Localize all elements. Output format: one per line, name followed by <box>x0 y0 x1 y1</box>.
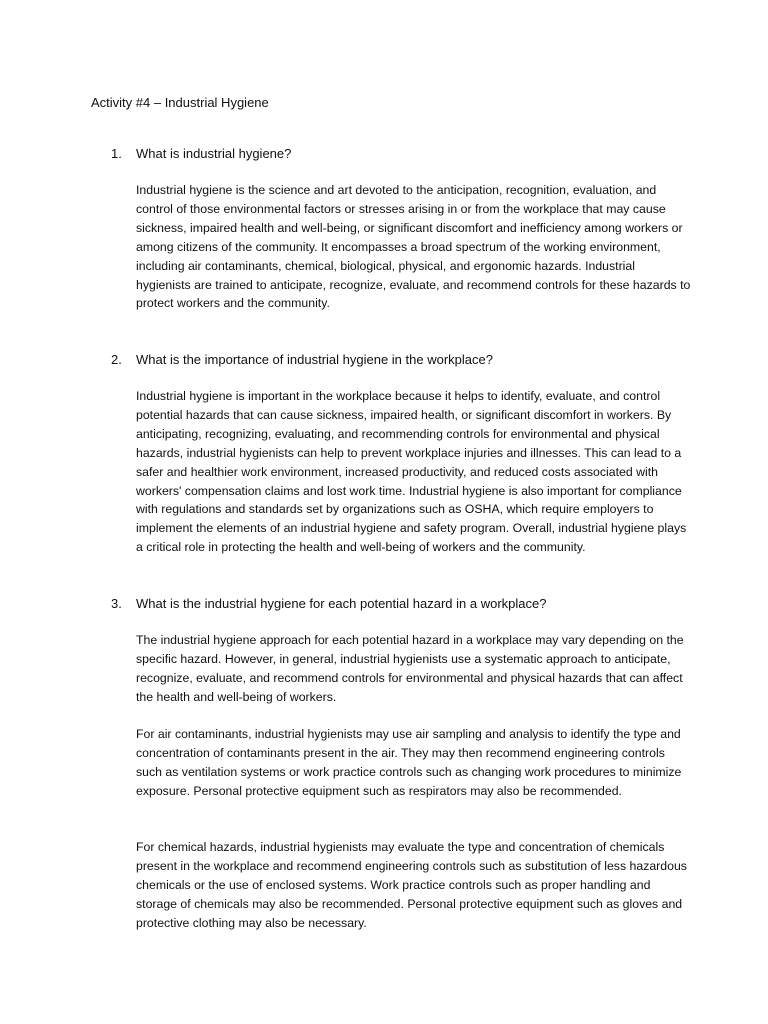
question-text: What is the importance of industrial hygiene in the workplace? <box>136 352 493 367</box>
question-1 <box>111 145 711 163</box>
answer-2-paragraph-1: Industrial hygiene is important in the workplace because it helps to identify, evaluate, and control potential hazards that can cause sickness, impaired health, or significant discomfort in workers. By anticipating, recognizing, evaluating, and recommending controls for environmental and physical hazards, industrial hygienists can help to prevent workplace injuries and illnesses. This can lead to a safer and healthier work environment, increased productivity, and reduced costs associated with workers' compensation claims and lost work time. Industrial hygiene is also important for compliance with regulations and standards set by organizations such as OSHA, which require employers to implement the elements of an industrial hygiene and safety program. Overall, industrial hygiene plays a critical role in protecting the health and well-being of workers and the community. <box>136 389 687 555</box>
question-text: What is the industrial hygiene for each potential hazard in a workplace? <box>136 596 547 611</box>
question-number: 2. <box>111 352 122 367</box>
answer-3-paragraph-1: The industrial hygiene approach for each potential hazard in a workplace may vary depending on the specific hazard. However, in general, industrial hygienists use a systematic approach to anticipate, recognize, evaluate, and recommend controls for environmental and physical hazards that can affect the health and well-being of workers. <box>136 633 684 704</box>
question-2 <box>111 351 711 369</box>
question-text: What is industrial hygiene? <box>136 146 292 161</box>
answer-1-paragraph-1: Industrial hygiene is the science and art devoted to the anticipation, recognition, evaluation, and control of those environmental factors or stresses arising in or from the workplace that may cause sickness, impaired health and well-being, or significant discomfort and inefficiency among workers or among citizens of the community. It encompasses a broad spectrum of the working environment, including air contaminants, chemical, biological, physical, and ergonomic hazards. Industrial hygienists are trained to anticipate, recognize, evaluate, and recommend controls for these hazards to protect workers and the community. <box>136 183 691 311</box>
question-3 <box>111 595 711 613</box>
question-number: 1. <box>111 146 122 161</box>
question-number: 3. <box>111 596 122 611</box>
answer-3-paragraph-2: For air contaminants, industrial hygienists may use air sampling and analysis to identify the type and concentration of contaminants present in the air. They may then recommend engineering controls such as ventilation systems or work practice controls such as changing work procedures to minimize exposure. Personal protective equipment such as respirators may also be recommended. <box>136 727 682 798</box>
document-title: Activity #4 – Industrial Hygiene <box>91 95 269 110</box>
answer-3-paragraph-3: For chemical hazards, industrial hygienists may evaluate the type and concentration of chemicals present in the workplace and recommend engineering controls such as substitution of less hazardous chemicals or the use of enclosed systems. Work practice controls such as proper handling and storage of chemicals may also be recommended. Personal protective equipment such as gloves and protective clothing may also be necessary. <box>136 840 687 930</box>
